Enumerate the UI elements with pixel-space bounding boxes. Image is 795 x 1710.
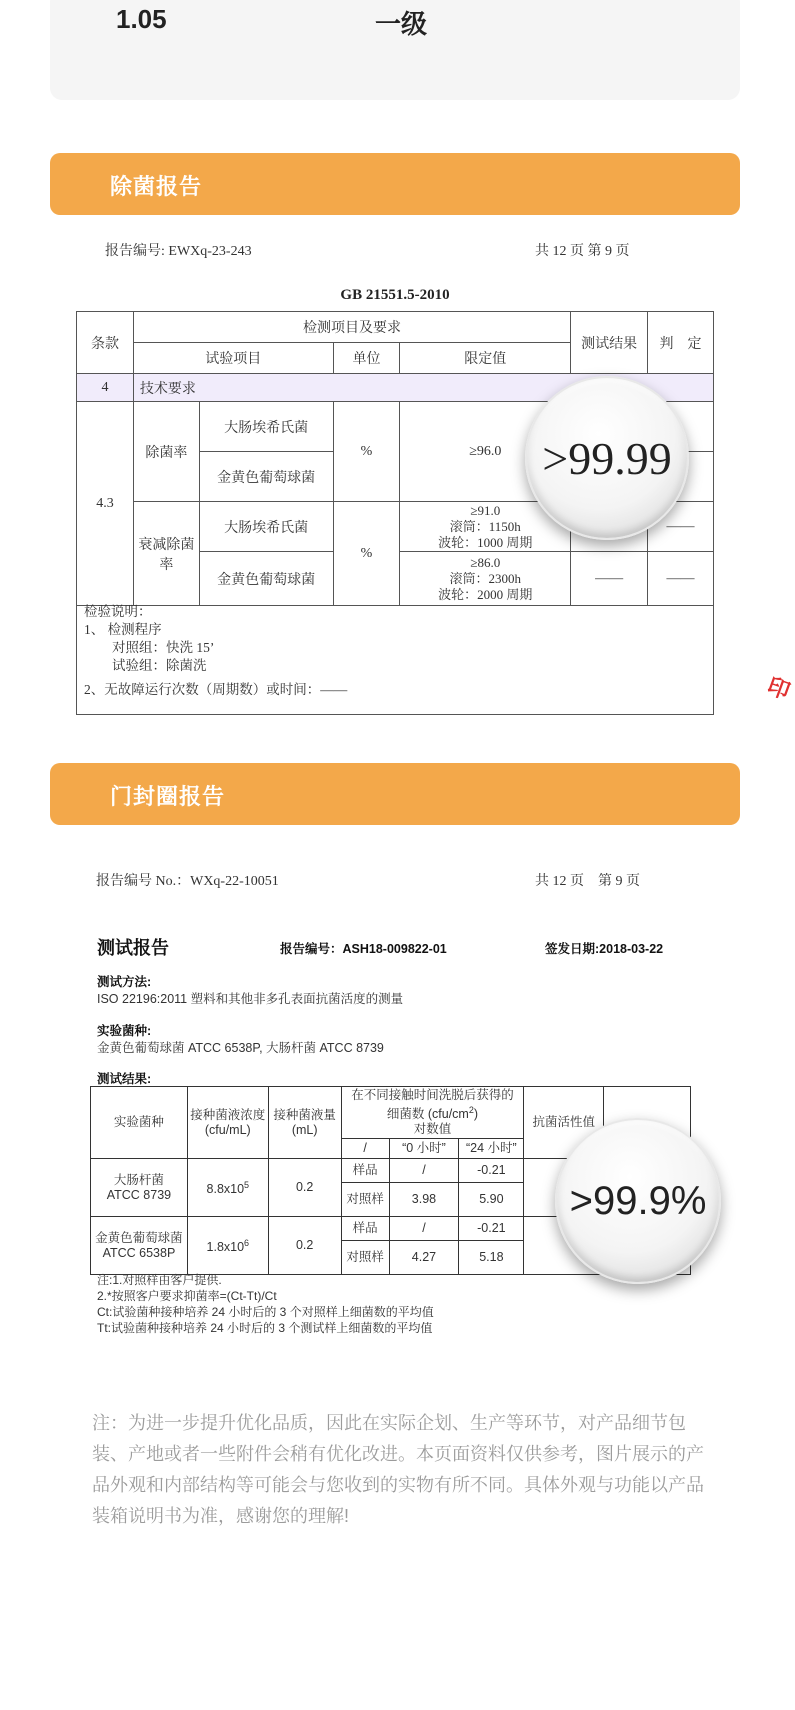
page-count-2: 共 12 页 第 9 页 bbox=[535, 874, 640, 889]
volume-cell: 0.2 bbox=[268, 1217, 341, 1275]
footnote: Tt:试验菌种接种培养 24 小时后的 3 个测试样上细菌数的平均值 bbox=[97, 1321, 433, 1335]
ecoli-label: 大肠埃希氏菌 bbox=[199, 402, 333, 452]
report-number-2: 报告编号 No.：WXq-22-10051 bbox=[96, 874, 279, 889]
banner-title: 门封圈报告 bbox=[110, 784, 226, 809]
control-t24: 5.18 bbox=[459, 1241, 524, 1275]
conc-cell bbox=[187, 1217, 268, 1275]
conc-base: 1.8x10 bbox=[206, 1240, 245, 1255]
footnote: 注:1.对照样由客户提供. bbox=[97, 1273, 222, 1287]
th-clause: 条款 bbox=[77, 312, 134, 374]
th-limit: 限定值 bbox=[400, 343, 571, 374]
strain-name: 金黄色葡萄球菌 bbox=[95, 1230, 183, 1245]
standard-title: GB 21551.5-2010 bbox=[340, 287, 450, 303]
control-label: 对照样 bbox=[341, 1183, 389, 1217]
ecoli-label: 大肠埃希氏菌 bbox=[199, 502, 333, 552]
control-t0: 4.27 bbox=[389, 1241, 459, 1275]
th-unit: 单位 bbox=[333, 343, 400, 374]
footnote: 2.*按照客户要求抑菌率=(Ct-Tt)/Ct bbox=[97, 1289, 277, 1303]
result-label: 测试结果: bbox=[97, 1072, 152, 1086]
note-line: 对照组：快洗 15’ bbox=[112, 640, 215, 655]
magnifier-result-1: >99.99 bbox=[525, 376, 689, 540]
limit-2-value: ≥91.0 bbox=[470, 502, 501, 518]
note-line: 检验说明： bbox=[84, 604, 152, 619]
th-activity: 抗菌活性值 bbox=[524, 1087, 604, 1159]
issue-date: 签发日期:2018-03-22 bbox=[545, 942, 664, 956]
note-line: 2、无故障运行次数（周期数）或时间：—— bbox=[84, 682, 348, 697]
strain-name: 大肠杆菌 bbox=[113, 1172, 164, 1187]
limit-3-drum: 滚筒：2300h bbox=[449, 570, 522, 586]
th-t0: “0 小时” bbox=[389, 1139, 459, 1159]
row-43-no: 4.3 bbox=[77, 402, 134, 606]
spec-card bbox=[50, 0, 740, 100]
th-slash: / bbox=[341, 1139, 389, 1159]
method-text: ISO 22196:2011 塑料和其他非多孔表面抗菌活度的测量 bbox=[97, 992, 404, 1006]
control-label: 对照样 bbox=[341, 1241, 389, 1275]
row-tech-no: 4 bbox=[77, 374, 134, 402]
th-count bbox=[341, 1087, 524, 1139]
strain-text: 金黄色葡萄球菌 ATCC 6538P, 大肠杆菌 ATCC 8739 bbox=[97, 1041, 384, 1055]
limit-1: ≥96.0 bbox=[400, 402, 571, 502]
sample-label: 样品 bbox=[341, 1217, 389, 1241]
th-volume: 接种菌液量(mL) bbox=[268, 1087, 341, 1159]
strain-label: 实验菌种: bbox=[97, 1024, 152, 1038]
note-line: 1、 检测程序 bbox=[84, 622, 162, 637]
inspection-notes bbox=[84, 603, 347, 699]
judge-dash: —— bbox=[648, 502, 714, 552]
th-count-close: ) bbox=[473, 1107, 479, 1122]
th-count-line1: 在不同接触时间洗脱后获得的 bbox=[351, 1087, 514, 1102]
sample-t24: -0.21 bbox=[459, 1159, 524, 1183]
sample-t0: / bbox=[389, 1217, 459, 1241]
judge-dash: —— bbox=[648, 552, 714, 606]
section-banner-sterilization bbox=[50, 153, 740, 215]
control-t0: 3.98 bbox=[389, 1183, 459, 1217]
banner-title: 除菌报告 bbox=[110, 174, 203, 199]
sample-t0: / bbox=[389, 1159, 459, 1183]
control-t24: 5.90 bbox=[459, 1183, 524, 1217]
unit-2: % bbox=[333, 502, 400, 606]
strain-code: ATCC 6538P bbox=[102, 1245, 176, 1260]
group-sterilization-rate: 除菌率 bbox=[133, 402, 199, 502]
sample-t24: -0.21 bbox=[459, 1217, 524, 1241]
page-count: 共 12 页 第 9 页 bbox=[535, 244, 630, 259]
disclaimer-text: 注：为进一步提升优化品质，因此在实际企划、生产等环节，对产品细节包装、产地或者一些附件会稍有优化改进。本页面资料仅供参考，图片展示的产品外观和内部结构等可能会与您收到的实物有所不同。具体外观与功能以产品装箱说明书为准，感谢您的理解! bbox=[92, 1413, 704, 1526]
sample-label: 样品 bbox=[341, 1159, 389, 1183]
test-report-number: 报告编号：ASH18-009822-01 bbox=[280, 942, 447, 956]
section-banner-door-seal bbox=[50, 763, 740, 825]
th-t24: “24 小时” bbox=[459, 1139, 524, 1159]
red-seal-icon: 印 bbox=[764, 672, 794, 704]
th-count-text: 细菌数 (cfu/cm bbox=[386, 1107, 469, 1122]
spec-value-2: 一级 bbox=[375, 9, 428, 39]
th-strain: 实验菌种 bbox=[91, 1087, 188, 1159]
limit-2-pulsator: 波轮：1000 周期 bbox=[438, 534, 533, 550]
staph-label: 金黄色葡萄球菌 bbox=[199, 552, 333, 606]
conc-base: 8.8x10 bbox=[206, 1182, 245, 1197]
conc-exp: 5 bbox=[244, 1179, 250, 1190]
th-count-line3: 对数值 bbox=[413, 1122, 452, 1137]
th-count-line2 bbox=[342, 1103, 524, 1122]
th-judge: 判 定 bbox=[648, 312, 714, 374]
volume-cell: 0.2 bbox=[268, 1159, 341, 1217]
group-decay-rate: 衰减除菌率 bbox=[133, 502, 199, 606]
magnifier-result-2: >99.9% bbox=[555, 1118, 721, 1284]
strain-cell bbox=[91, 1159, 188, 1217]
footnotes bbox=[97, 1272, 434, 1336]
limit-3-value: ≥86.0 bbox=[470, 554, 501, 570]
row-tech-label: 技术要求 bbox=[133, 374, 713, 402]
th-test-item: 试验项目 bbox=[133, 343, 333, 374]
spec-value-1: 1.05 bbox=[116, 4, 167, 34]
method-label: 测试方法: bbox=[97, 975, 152, 989]
th-count-sup: 2 bbox=[468, 1104, 474, 1115]
unit-1: % bbox=[333, 402, 400, 502]
conc-exp: 6 bbox=[244, 1237, 250, 1248]
strain-code: ATCC 8739 bbox=[106, 1187, 172, 1202]
th-items: 检测项目及要求 bbox=[133, 312, 570, 343]
strain-cell bbox=[91, 1217, 188, 1275]
conc-cell bbox=[187, 1159, 268, 1217]
test-report-title: 测试报告 bbox=[97, 938, 169, 958]
th-concentration: 接种菌液浓度 (cfu/mL) bbox=[187, 1087, 268, 1159]
th-result: 测试结果 bbox=[571, 312, 648, 374]
result-dash: —— bbox=[571, 552, 648, 606]
staph-label: 金黄色葡萄球菌 bbox=[199, 452, 333, 502]
limit-3-pulsator: 波轮：2000 周期 bbox=[438, 586, 533, 602]
note-line: 试验组：除菌洗 bbox=[112, 658, 207, 673]
limit-3 bbox=[400, 552, 571, 606]
report-number: 报告编号: EWXq-23-243 bbox=[105, 244, 252, 259]
limit-2-drum: 滚筒：1150h bbox=[449, 518, 521, 534]
footnote: Ct:试验菌种接种培养 24 小时后的 3 个对照样上细菌数的平均值 bbox=[97, 1305, 434, 1319]
